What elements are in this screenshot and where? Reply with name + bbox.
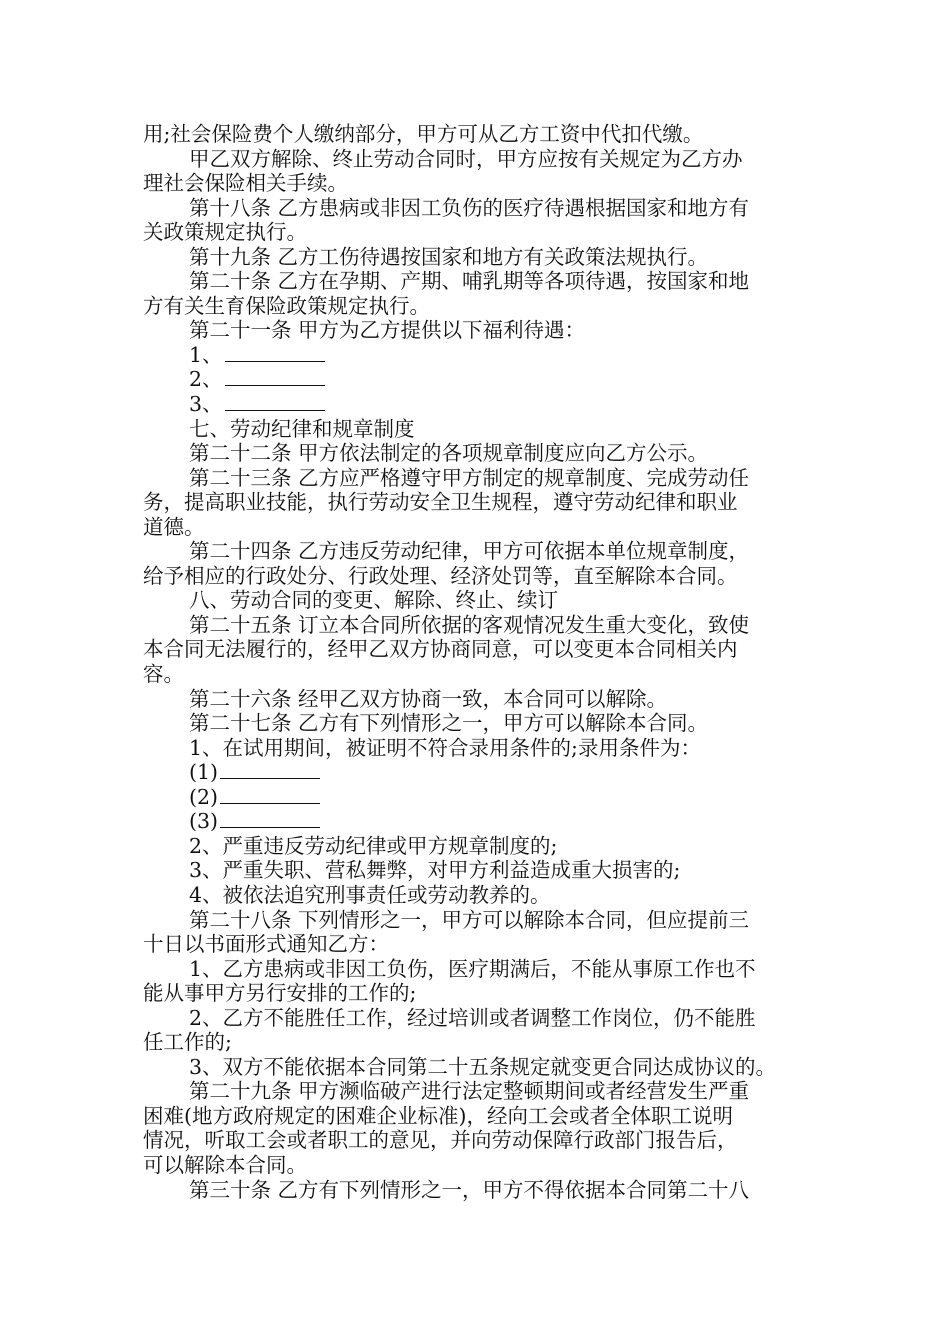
line-text: 3、双方不能依据本合同第二十五条规定就变更合同达成协议的。 (189, 1054, 777, 1079)
line-text: 务，提高职业技能，执行劳动安全卫生规程，遵守劳动纪律和职业 (143, 490, 738, 515)
blank-underline (225, 367, 325, 386)
line-text: 能从事甲方另行安排的工作的; (143, 981, 417, 1006)
text-line (143, 1153, 813, 1178)
line-text: (2) (189, 784, 219, 809)
text-line (143, 441, 813, 466)
line-text: 七、劳动纪律和规章制度 (189, 416, 415, 441)
fill-in-line (143, 367, 813, 392)
text-line (143, 711, 813, 736)
line-text: 本合同无法履行的，经甲乙双方协商同意，可以变更本合同相关内 (143, 637, 738, 662)
line-text: 容。 (143, 662, 184, 687)
text-line (143, 294, 813, 319)
text-line (143, 417, 813, 442)
line-text: 2、 (189, 367, 223, 392)
line-text: 第十九条 乙方工伤待遇按国家和地方有关政策法规执行。 (189, 244, 709, 269)
line-text: 八、劳动合同的变更、解除、终止、续订 (189, 588, 558, 613)
text-line (143, 736, 813, 761)
line-text: 关政策规定执行。 (143, 220, 307, 245)
fill-in-line (143, 760, 813, 785)
text-line (143, 1178, 813, 1203)
line-text: 困难(地方政府规定的困难企业标准)，经向工会或者全体职工说明 (143, 1103, 733, 1128)
line-text: 第二十四条 乙方违反劳动纪律，甲方可依据本单位规章制度， (189, 539, 750, 564)
line-text: 第二十六条 经甲乙双方协商一致，本合同可以解除。 (189, 686, 668, 711)
text-line (143, 1128, 813, 1153)
text-line (143, 1079, 813, 1104)
blank-underline (225, 392, 325, 411)
text-line (143, 687, 813, 712)
line-text: 第十八条 乙方患病或非因工负伤的医疗待遇根据国家和地方有 (189, 195, 750, 220)
blank-underline (220, 809, 320, 828)
text-line (143, 490, 813, 515)
line-text: 方有关生育保险政策规定执行。 (143, 293, 430, 318)
text-line (143, 883, 813, 908)
fill-in-line (143, 785, 813, 810)
line-text: 第二十七条 乙方有下列情形之一，甲方可以解除本合同。 (189, 711, 709, 736)
line-text: 3、严重失职、营私舞弊，对甲方利益造成重大损害的; (189, 858, 681, 883)
text-line (143, 588, 813, 613)
line-text: 2、严重违反劳动纪律或甲方规章制度的; (189, 833, 558, 858)
line-text: 第二十五条 订立本合同所依据的客观情况发生重大变化，致使 (189, 612, 750, 637)
line-text: 1、在试用期间，被证明不符合录用条件的;录用条件为： (189, 735, 701, 760)
text-line (143, 539, 813, 564)
line-text: 给予相应的行政处分、行政处理、经济处罚等，直至解除本合同。 (143, 563, 738, 588)
text-line (143, 1030, 813, 1055)
line-text: 第二十八条 下列情形之一，甲方可以解除本合同，但应提前三 (189, 907, 750, 932)
line-text: 3、 (189, 392, 223, 417)
line-text: 十日以书面形式通知乙方： (143, 932, 389, 957)
text-line (143, 122, 813, 147)
line-text: 第二十二条 甲方依法制定的各项规章制度应向乙方公示。 (189, 441, 709, 466)
text-line (143, 613, 813, 638)
text-line (143, 1104, 813, 1129)
text-line (143, 957, 813, 982)
text-line (143, 466, 813, 491)
line-text: 第二十条 乙方在孕期、产期、哺乳期等各项待遇，按国家和地 (189, 269, 750, 294)
text-line (143, 981, 813, 1006)
text-line (143, 858, 813, 883)
blank-underline (225, 343, 325, 362)
line-text: 第二十九条 甲方濒临破产进行法定整顿期间或者经营发生严重 (189, 1079, 750, 1104)
line-text: 可以解除本合同。 (143, 1152, 307, 1177)
line-text: 第二十三条 乙方应严格遵守甲方制定的规章制度、完成劳动任 (189, 465, 750, 490)
line-text: 第三十条 乙方有下列情形之一，甲方不得依据本合同第二十八 (189, 1177, 750, 1202)
text-line (143, 318, 813, 343)
text-line (143, 637, 813, 662)
text-line (143, 196, 813, 221)
text-line (143, 171, 813, 196)
line-text: 道德。 (143, 514, 205, 539)
text-line (143, 908, 813, 933)
line-text: 甲乙双方解除、终止劳动合同时，甲方应按有关规定为乙方办 (189, 146, 743, 171)
text-line (143, 1006, 813, 1031)
fill-in-line (143, 392, 813, 417)
text-line (143, 147, 813, 172)
document-body (143, 122, 813, 1202)
text-line (143, 515, 813, 540)
line-text: (3) (189, 809, 219, 834)
line-text: 用;社会保险费个人缴纳部分，甲方可从乙方工资中代扣代缴。 (143, 122, 704, 146)
text-line (143, 564, 813, 589)
blank-underline (220, 760, 320, 779)
line-text: 理社会保险相关手续。 (143, 171, 348, 196)
text-line (143, 932, 813, 957)
line-text: 2、乙方不能胜任工作，经过培训或者调整工作岗位，仍不能胜 (189, 1005, 756, 1030)
line-text: 1、 (189, 342, 223, 367)
line-text: 4、被依法追究刑事责任或劳动教养的。 (189, 882, 551, 907)
line-text: 情况，听取工会或者职工的意见，并向劳动保障行政部门报告后， (143, 1128, 738, 1153)
fill-in-line (143, 809, 813, 834)
text-line (143, 245, 813, 270)
blank-underline (220, 785, 320, 804)
fill-in-line (143, 343, 813, 368)
text-line (143, 834, 813, 859)
line-text: (1) (189, 760, 219, 785)
line-text: 任工作的; (143, 1030, 232, 1055)
line-text: 1、乙方患病或非因工负伤，医疗期满后，不能从事原工作也不 (189, 956, 756, 981)
text-line (143, 220, 813, 245)
text-line (143, 269, 813, 294)
line-text: 第二十一条 甲方为乙方提供以下福利待遇： (189, 318, 586, 343)
text-line (143, 1055, 813, 1080)
text-line (143, 662, 813, 687)
